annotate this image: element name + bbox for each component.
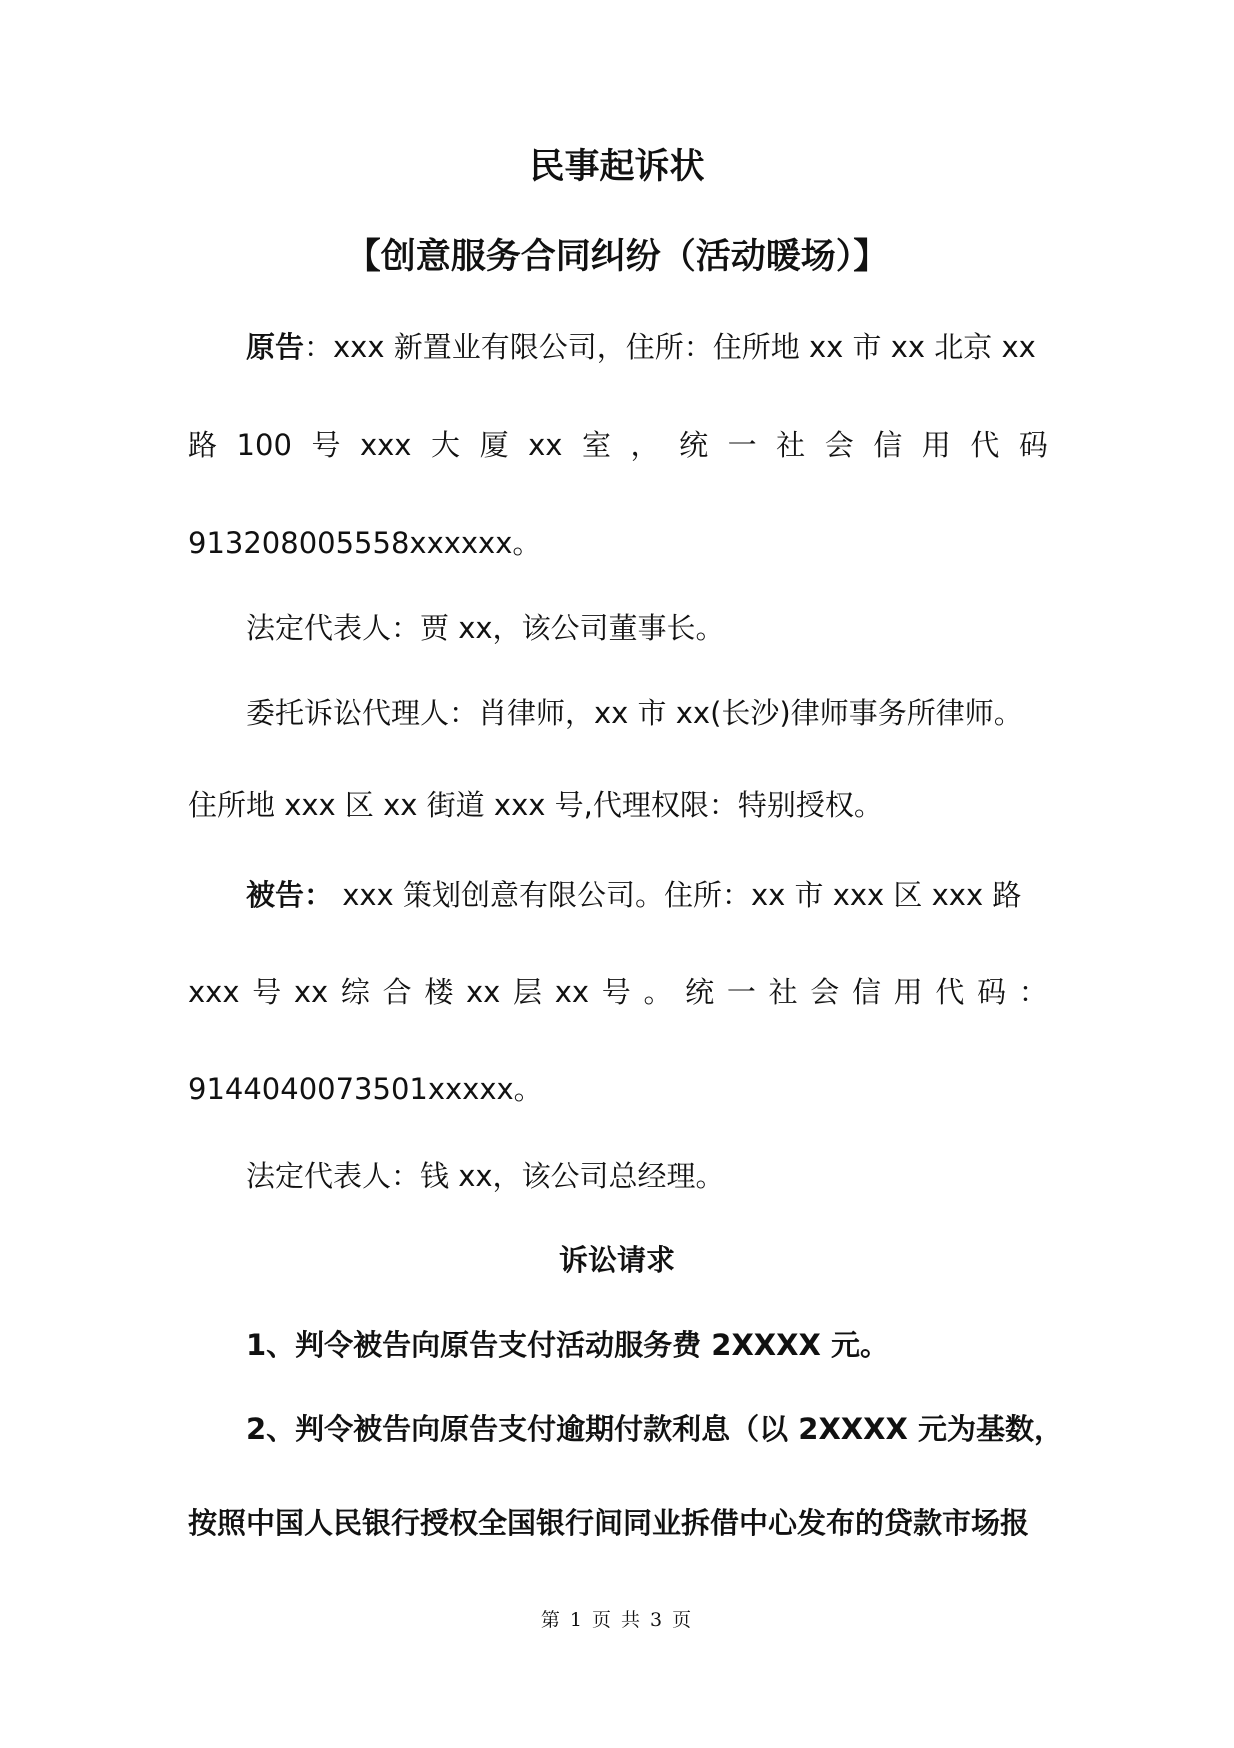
claim-2-line-1: 2、判令被告向原告支付逾期付款利息（以 2XXXX 元为基数，: [246, 1412, 1063, 1446]
document-subtitle: 【创意服务合同纠纷（活动暖场）】: [345, 237, 889, 277]
text-token: 。: [643, 975, 673, 1009]
defendant-info: xxx 策划创意有限公司。住所：xx 市 xxx 区 xxx 路: [333, 878, 1022, 912]
text-token: 社: [768, 975, 798, 1009]
text-token: 代: [970, 428, 1000, 462]
defendant-line-2: [188, 972, 1048, 1012]
claim-2-line-2: 按照中国人民银行授权全国银行间同业拆借中心发布的贷款市场报: [188, 1506, 1030, 1540]
text-token: xxx: [359, 428, 412, 462]
plaintiff-legal-rep: 法定代表人：贾 xx，该公司董事长。: [246, 611, 725, 645]
text-token: 100: [236, 428, 292, 462]
text-token: 码: [1018, 428, 1048, 462]
claim-1: 1、判令被告向原告支付活动服务费 2XXXX 元。: [246, 1328, 889, 1362]
document-title: 民事起诉状: [529, 147, 705, 187]
text-token: 大: [431, 428, 461, 462]
text-token: 综: [340, 975, 370, 1009]
agent-line-2: 住所地 xxx 区 xx 街道 xxx 号,代理权限：特别授权。: [188, 788, 883, 822]
defendant-label: 被告：: [246, 878, 334, 912]
text-token: 统: [679, 428, 709, 462]
text-token: ：: [1018, 975, 1048, 1009]
text-token: 信: [873, 428, 903, 462]
text-token: 用: [893, 975, 923, 1009]
text-token: 楼: [424, 975, 454, 1009]
text-token: xx: [466, 975, 501, 1009]
defendant-legal-rep: 法定代表人：钱 xx，该公司总经理。: [246, 1159, 725, 1193]
text-token: 合: [382, 975, 412, 1009]
text-token: 室: [581, 428, 611, 462]
text-token: 社: [776, 428, 806, 462]
text-token: 号: [311, 428, 341, 462]
page-footer: 第 1 页 共 3 页: [540, 1609, 694, 1631]
defendant-line-1: [246, 875, 1048, 915]
text-token: 用: [921, 428, 951, 462]
plaintiff-line-3: 913208005558xxxxxx。: [188, 526, 542, 560]
text-token: xx: [554, 975, 590, 1009]
text-token: 号: [601, 975, 631, 1009]
text-token: 路: [188, 428, 218, 462]
text-token: 一: [727, 428, 757, 462]
text-token: 信: [851, 975, 881, 1009]
text-token: 会: [824, 428, 854, 462]
text-token: 码: [977, 975, 1007, 1009]
text-token: ，: [630, 428, 660, 462]
plaintiff-label: 原告: [246, 330, 305, 364]
text-token: 统: [685, 975, 715, 1009]
text-token: xx: [528, 428, 563, 462]
agent-line-1: 委托诉讼代理人：肖律师，xx 市 xx(长沙)律师事务所律师。: [246, 696, 1023, 730]
plaintiff-info: ：xxx 新置业有限公司，住所：住所地 xx 市 xx 北京 xx: [304, 330, 1036, 364]
text-token: 号: [252, 975, 282, 1009]
defendant-line-3: 9144040073501xxxxx。: [188, 1072, 543, 1106]
text-token: 层: [513, 975, 543, 1009]
text-token: 一: [726, 975, 756, 1009]
plaintiff-line-2: [188, 425, 1048, 465]
plaintiff-line-1: [246, 327, 1048, 367]
text-token: 代: [935, 975, 965, 1009]
text-token: 会: [810, 975, 840, 1009]
text-token: xx: [293, 975, 329, 1009]
text-token: 厦: [479, 428, 509, 462]
text-token: xxx: [188, 975, 240, 1009]
claims-heading: 诉讼请求: [558, 1243, 675, 1277]
